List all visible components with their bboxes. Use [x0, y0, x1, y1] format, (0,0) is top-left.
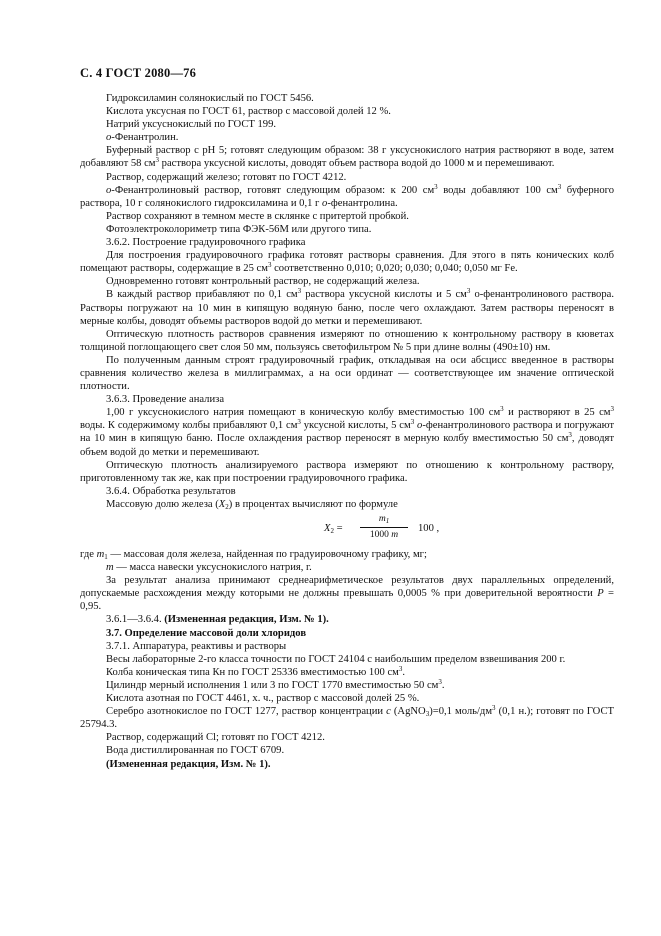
- paragraph: [80, 131, 614, 144]
- superscript: 3: [434, 182, 438, 191]
- subscript: 1: [385, 517, 390, 525]
- italic-text: m: [96, 549, 105, 560]
- paragraph: Раствор, содержащий железо; готовят по ГОСТ 4212.: [106, 171, 347, 183]
- text: , доводят объем водой до метки и перемешивают.: [80, 433, 614, 458]
- text: (0,1 н.); готовят по ГОСТ 25794.3.: [80, 706, 614, 731]
- text: Цилиндр мерный исполнения 1 или 3 по ГОСТ 1770 вместимостью 50 см: [106, 679, 439, 691]
- text: -Фенантролиновый раствор, готовят следующим образом: к 200 см: [111, 184, 435, 196]
- paragraph: [80, 666, 614, 679]
- text: раствора уксусной кислоты и 5 см: [301, 289, 467, 301]
- text: уксусной кислоты, 5 см: [300, 420, 411, 432]
- page-header: С. 4 ГОСТ 2080—76: [80, 66, 197, 80]
- document-body: [80, 92, 614, 771]
- bold-text: 3.7. Определение массовой доли хлоридов: [106, 627, 307, 639]
- paragraph: Оптическую плотность анализируемого раствора измеряют по отношению к контрольному раствору, приготовленному так же, как при построении градуировочного графика.: [80, 459, 614, 484]
- text: и растворяют в 25 см: [503, 407, 611, 419]
- bold-text: (Измененная редакция, Изм. № 1).: [106, 758, 271, 770]
- text: о-фенантролинового раствора. Растворы погружают на 10 мин в кипящую водяную баню, после чего охлаждают. Затем растворы переносят в мерные колбы, доводят объемы растворов водой до метки и перемешивают.: [80, 289, 614, 327]
- superscript: 3: [398, 664, 403, 673]
- paragraph: [80, 249, 614, 275]
- italic-text: о: [417, 420, 423, 432]
- text: Для построения градуировочного графика готовят растворы сравнения. Для этого в пять конических колб помещают растворы, содержащие в 25 см: [80, 250, 614, 275]
- superscript: 3: [568, 431, 572, 440]
- paragraph: [80, 144, 614, 170]
- italic-text: P: [597, 588, 604, 600]
- superscript: 3: [610, 405, 614, 414]
- text: воды. К содержимому колбы прибавляют 0,1 см: [80, 420, 298, 432]
- paragraph: [80, 498, 614, 511]
- superscript: 3: [155, 156, 160, 165]
- section-heading: [80, 627, 614, 640]
- formula-denominator: [360, 528, 408, 542]
- paragraph: [80, 705, 614, 731]
- text: 1,00 г уксуснокислого натрия помещают в коническую колбу вместимостью 100 см: [106, 407, 501, 419]
- formula-variable: m: [378, 514, 386, 524]
- paragraph: Вода дистиллированная по ГОСТ 6709.: [106, 745, 285, 757]
- formula-numerator: [360, 513, 408, 528]
- text: (AgNO: [390, 706, 426, 718]
- formula-fraction: [360, 513, 408, 542]
- text: -фенантролина.: [327, 197, 398, 209]
- text: -Фенантролин.: [111, 132, 179, 144]
- section-heading: 3.7.1. Аппаратура, реактивы и растворы: [106, 640, 287, 652]
- section-heading: 3.6.2. Построение градуировочного графика: [106, 237, 306, 249]
- paragraph: [80, 288, 614, 327]
- italic-text: о: [106, 132, 112, 144]
- superscript: 3: [500, 405, 504, 414]
- paragraph: [80, 406, 614, 458]
- subscript: 2: [225, 502, 229, 511]
- text: В каждый раствор прибавляют по 0,1 см: [106, 289, 298, 301]
- formula-variable: X: [324, 523, 331, 534]
- text: .: [441, 679, 445, 691]
- section-heading: 3.6.4. Обработка результатов: [106, 485, 236, 497]
- where-clause: [80, 548, 614, 561]
- subscript: 2: [330, 527, 334, 535]
- formula-lhs: [324, 522, 343, 535]
- where-clause: [80, 561, 614, 574]
- superscript: 3: [297, 418, 301, 427]
- italic-text: о: [106, 184, 112, 196]
- text: Колба коническая типа Кн по ГОСТ 25336 вместимостью 100 см: [106, 666, 399, 678]
- bold-text: (Измененная редакция, Изм. № 1).: [164, 614, 329, 626]
- text: Серебро азотнокислое по ГОСТ 1277, раствор концентрации: [106, 706, 387, 718]
- italic-text: c: [386, 706, 391, 718]
- paragraph: Раствор, содержащий Cl; готовят по ГОСТ 4212.: [106, 732, 325, 744]
- paragraph: Раствор сохраняют в темном месте в склянке с притертой пробкой.: [106, 210, 409, 222]
- paragraph: Гидроксиламин солянокислый по ГОСТ 5456.: [106, 93, 314, 104]
- paragraph: Кислота уксусная по ГОСТ 61, раствор с массовой долей 12 %.: [106, 106, 391, 118]
- paragraph: [80, 679, 614, 692]
- text: где: [80, 549, 97, 560]
- text: ) в процентах вычисляют по формуле: [228, 498, 398, 510]
- text: 1000: [369, 530, 392, 541]
- superscript: 3: [410, 418, 415, 427]
- paragraph: По полученным данным строят градуировочный график, откладывая на оси абсцисс введенное в растворы сравнения количество железа в миллиграммах, а на оси ординат — соответствующее им значение оптической плотности.: [80, 354, 614, 393]
- superscript: 3: [297, 287, 302, 296]
- text: = 0,95.: [80, 588, 614, 613]
- superscript: 3: [438, 677, 442, 686]
- paragraph: [80, 574, 614, 613]
- formula-equals: =: [333, 523, 343, 534]
- superscript: 3: [557, 182, 562, 191]
- subscript: 3: [425, 710, 430, 719]
- formula-rhs: 100 ,: [418, 523, 440, 534]
- italic-text: m: [106, 562, 114, 574]
- paragraph: [80, 613, 614, 626]
- text: .: [402, 666, 406, 678]
- text: -фенантролинового раствора и погружают на 10 мин в кипящую баню. После охлаждения раствор переносят в мерную колбу вместимостью 50 см: [80, 420, 615, 445]
- section-heading: 3.6.3. Проведение анализа: [106, 394, 225, 406]
- superscript: 3: [492, 704, 496, 713]
- text: Массовую долю железа (: [106, 498, 219, 510]
- paragraph: [80, 184, 614, 210]
- paragraph: Кислота азотная по ГОСТ 4461, х. ч., раствор с массовой долей 25 %.: [106, 693, 420, 705]
- text: воды добавляют 100 см: [437, 184, 558, 196]
- text: Буферный раствор с pH 5; готовят следующим образом: 38 г уксуснокислого натрия растворяют в воде, затем добавляют 58 см: [80, 145, 614, 170]
- formula-variable: m: [391, 530, 399, 541]
- paragraph: Оптическую плотность растворов сравнения измеряют по отношению к контрольному раствору в кюветах толщиной поглощающего свет слоя 50 мм, пользуясь светофильтром № 5 при длине волны (490±10) нм.: [80, 328, 614, 353]
- text: 3.6.1—3.6.4.: [106, 614, 165, 626]
- text: )=0,1 моль/дм: [429, 706, 493, 718]
- paragraph: [80, 758, 614, 771]
- text: — массовая доля железа, найденная по градуировочному графику, мг;: [107, 549, 427, 560]
- paragraph: Весы лабораторные 2-го класса точности по ГОСТ 24104 с наибольшим пределом взвешивания 200 г.: [106, 653, 566, 665]
- paragraph: Фотоэлектроколориметр типа ФЭК-56М или другого типа.: [106, 223, 372, 235]
- formula: [80, 512, 614, 546]
- text: соответственно 0,010; 0,020; 0,030; 0,040; 0,050 мг Fe.: [271, 263, 518, 275]
- paragraph: Натрий уксуснокислый по ГОСТ 199.: [106, 119, 277, 131]
- superscript: 3: [267, 261, 272, 270]
- italic-text: о: [322, 197, 328, 209]
- italic-text: X: [218, 498, 226, 510]
- subscript: 1: [104, 553, 108, 561]
- text: буферного раствора, 10 г солянокислого гидроксиламина и 0,1 г: [80, 184, 615, 209]
- text: раствора уксусной кислоты, доводят объем раствора водой до 1000 м и перемешивают.: [159, 158, 555, 170]
- superscript: 3: [466, 287, 471, 296]
- paragraph: Одновременно готовят контрольный раствор, не содержащий железа.: [106, 276, 420, 288]
- text: — масса навески уксуснокислого натрия, г.: [113, 562, 312, 574]
- text: За результат анализа принимают среднеарифметическое результатов двух параллельных определений, допускаемые расхождения между которыми не должны превышать 0,0005 % при доверительной вероятности: [80, 575, 614, 600]
